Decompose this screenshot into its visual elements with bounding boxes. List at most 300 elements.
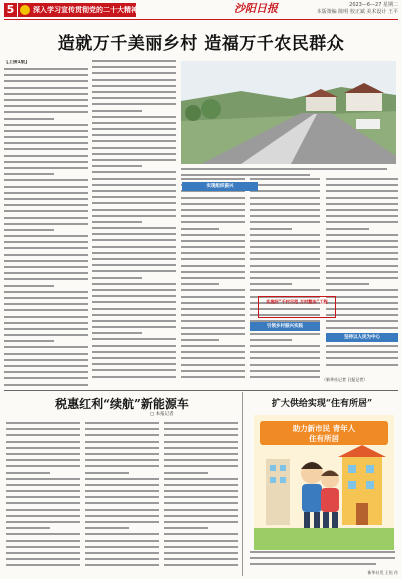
section-subhead: 坚持以人民为中心 [326,333,398,342]
article-column-3 [181,178,245,386]
text-line [4,334,88,336]
text-line [250,351,320,353]
text-line [181,339,219,341]
text-line [85,540,159,542]
text-line [164,558,238,560]
text-line [85,453,159,455]
text-line [92,171,176,173]
text-line [92,357,176,359]
text-line [326,178,398,180]
text-line [4,340,54,342]
column-text [92,60,176,382]
text-line [250,178,320,180]
text-line [164,441,238,443]
text-line [92,190,176,192]
text-line [4,359,88,361]
text-line [4,322,88,324]
article-column-5 [326,178,398,374]
text-line [6,540,80,542]
text-line [4,80,88,82]
text-line [250,234,320,236]
text-line [250,289,320,291]
text-line [92,258,176,260]
text-line [92,233,176,235]
text-line [164,502,238,504]
text-line [326,209,398,211]
tax-article-column-1 [6,422,80,576]
text-line [250,197,320,199]
text-line [85,509,159,511]
text-line [4,260,88,262]
text-line [6,422,80,424]
text-line [6,428,80,430]
text-line [326,308,398,310]
text-line [250,357,320,359]
column-text [164,422,238,571]
text-line [85,459,159,461]
text-line [164,453,238,455]
text-line [4,155,88,157]
text-line [92,221,142,223]
text-line [92,252,176,254]
text-line [181,203,245,205]
text-line [85,472,129,474]
cartoon-slogan-line-1: 助力新市民 青年人 [292,424,356,433]
dateline [317,2,398,16]
text-line [6,502,80,504]
text-line [326,265,398,267]
text-line [4,217,88,219]
text-line [250,209,320,211]
text-line [92,345,176,347]
article-byline: （新华社记者 日报记者） [322,377,368,382]
text-line [164,422,238,424]
text-line [250,252,320,254]
text-line [326,252,398,254]
text-line [4,136,88,138]
text-line [326,351,398,353]
text-line [181,209,245,211]
text-line [6,447,80,449]
column-text [4,68,88,386]
page-header [0,0,402,20]
text-line [4,278,88,280]
text-line [326,221,398,223]
text-line [250,190,320,192]
text-line [250,240,320,242]
text-line [326,357,398,359]
text-line [250,376,320,378]
text-line [4,87,88,89]
text-line [250,277,320,279]
text-line [6,552,80,554]
text-line [181,308,245,310]
text-line [181,351,245,353]
column-text [181,178,245,382]
text-line [92,289,176,291]
text-line [92,159,176,161]
text-line [92,338,176,340]
text-line [6,472,50,474]
text-line [92,116,176,118]
cartoon-caption [250,551,398,575]
text-line [326,197,398,199]
text-line [4,210,88,212]
text-line [326,302,398,304]
text-line [4,111,88,113]
text-line [85,428,159,430]
text-line [250,246,320,248]
text-line [4,124,88,126]
text-line [326,240,398,242]
text-line [326,271,398,273]
text-line [4,266,88,268]
text-line [6,478,80,480]
text-line [92,209,176,211]
text-line [250,364,320,366]
text-line [6,546,80,548]
text-line [164,447,238,449]
text-line [92,165,142,167]
text-line [4,105,88,107]
text-line [92,196,176,198]
text-line [4,167,88,169]
text-line [92,376,176,378]
text-line [4,303,88,305]
text-line [4,309,88,311]
text-line [326,277,398,279]
text-line [92,153,176,155]
text-line [164,515,238,517]
text-line [92,72,176,74]
text-line [85,558,159,560]
tax-article-author: □ 本报记者 [150,412,174,417]
text-line [4,235,88,237]
cartoon-credit: 新华社发 王恒 作 [367,569,398,575]
text-line [85,521,159,523]
text-line [4,223,88,225]
text-line [4,179,88,181]
text-line [181,221,245,223]
text-line [92,283,176,285]
text-line [326,296,398,298]
text-line [4,377,88,379]
text-line [92,110,142,112]
text-line [164,434,238,436]
text-line [164,546,238,548]
text-line [6,527,50,529]
text-line [4,161,88,163]
text-line [326,320,398,322]
text-line [85,515,159,517]
text-line [181,296,245,298]
tax-article-title: 税惠红利“续航”新能源车 [55,397,189,411]
section-banner-text: 深入学习宣传贯彻党的二十大精神 [33,6,138,14]
page-number: 5 [4,3,17,17]
text-line [4,186,88,188]
text-line [92,246,176,248]
text-line [164,496,238,498]
text-line [85,465,159,467]
text-line [181,333,245,335]
text-line [4,229,54,231]
text-line [4,173,54,175]
text-line [4,297,88,299]
section-divider [4,390,398,391]
text-line [164,533,238,535]
text-line [4,254,88,256]
article-column-4 [250,178,320,386]
text-line [92,202,176,204]
text-line [250,283,292,285]
text-line [181,302,245,304]
section-banner [18,3,136,17]
text-line [6,558,80,560]
text-line [164,521,238,523]
text-line [85,552,159,554]
text-line [164,459,238,461]
text-line [326,184,398,186]
text-line [6,484,80,486]
text-line [250,370,320,372]
text-line [250,203,320,205]
text-line [250,271,320,273]
text-line [92,128,176,130]
text-line [164,564,238,566]
text-line [181,197,245,199]
text-line [4,346,88,348]
text-line [92,239,176,241]
text-line [4,272,88,274]
text-line [181,345,245,347]
text-line [92,308,176,310]
text-line [92,103,176,105]
tax-article-column-3 [164,422,238,576]
text-line [164,527,208,529]
section-subhead: 实现组织振兴 [182,182,258,191]
text-line [4,99,88,101]
text-line [4,118,54,120]
text-line [181,357,245,359]
text-line [326,345,398,347]
text-line [4,204,88,206]
text-line [85,533,159,535]
main-headline: 造就万千美丽乡村 造福万千农民群众 [57,34,345,54]
column-text [250,178,320,382]
text-line [326,228,369,230]
column-divider [242,392,243,576]
text-line [4,285,54,287]
pull-quote-box: 实施好“千村示范 万村整治”工程 [258,296,336,318]
text-line [85,441,159,443]
text-line [92,326,176,328]
text-line [181,215,245,217]
text-line [92,369,176,371]
text-line [6,564,80,566]
column-text [85,422,159,571]
tax-article-column-2 [85,422,159,576]
text-line [250,228,292,230]
text-line [250,258,320,260]
text-line [181,320,245,322]
text-line [181,277,245,279]
text-line [4,365,88,367]
text-line [4,148,88,150]
text-line [4,130,88,132]
text-line [4,198,88,200]
text-line [181,252,245,254]
text-line [4,371,88,373]
text-line [326,246,398,248]
text-line [326,215,398,217]
text-line [250,345,320,347]
party-emblem-icon [20,5,30,15]
text-line [92,277,142,279]
text-line [85,478,159,480]
text-line [164,540,238,542]
article-column-2 [92,60,176,386]
text-line [92,295,176,297]
text-line [250,265,320,267]
text-line [92,97,176,99]
photo-caption [181,166,396,174]
text-line [6,509,80,511]
cartoon-slogan-line-2: 住有所居 [309,434,339,443]
text-line [4,291,88,293]
issue-date: 2023—6—27 星期二 [349,2,398,8]
text-line [6,453,80,455]
text-line [181,289,245,291]
text-line [326,203,398,205]
text-line [85,502,159,504]
text-line [4,316,88,318]
text-line [92,270,176,272]
text-line [92,60,176,62]
text-line [4,353,88,355]
article-column-1 [4,60,88,386]
text-line [181,370,245,372]
text-line [92,134,176,136]
newspaper-masthead: 沙阳日报 [234,2,278,15]
text-line [181,228,219,230]
text-line [250,184,320,186]
text-line [181,314,245,316]
text-line [6,515,80,517]
text-line [164,509,238,511]
text-line [92,314,176,316]
text-line [92,122,176,124]
text-line [92,363,176,365]
text-line [181,364,245,366]
text-line [85,484,159,486]
text-line [92,85,176,87]
text-line [326,364,398,366]
text-line [181,271,245,273]
housing-cartoon [254,415,394,550]
text-line [6,490,80,492]
article-lead: 【上接1版】 [4,60,30,65]
text-line [4,192,88,194]
text-line [92,178,176,180]
text-line [92,215,176,217]
text-line [164,552,238,554]
text-line [85,490,159,492]
text-line [326,234,398,236]
text-line [164,478,238,480]
text-line [92,66,176,68]
text-line [181,234,245,236]
housing-article-title: 扩大供给实现“住有所居” [271,399,373,409]
header-rule [4,19,398,20]
text-line [250,333,320,335]
text-line [164,484,238,486]
text-line [92,320,176,322]
text-line [181,178,245,180]
text-line [326,327,398,329]
text-line [326,190,398,192]
text-line [164,472,208,474]
text-line [85,496,159,498]
text-line [92,184,176,186]
text-line [250,221,320,223]
text-line [181,283,219,285]
column-text [6,422,80,571]
text-line [181,240,245,242]
text-line [4,328,88,330]
text-line [6,434,80,436]
text-line [250,215,320,217]
text-line [326,258,398,260]
text-line [85,447,159,449]
text-line [4,142,88,144]
text-line [6,496,80,498]
text-line [164,428,238,430]
text-line [85,527,129,529]
village-road-photo [181,61,396,164]
text-line [92,91,176,93]
editor-credits: 本版策编 陈明 校正斌 美术设计 王平 [316,9,398,15]
text-line [92,79,176,81]
text-line [181,258,245,260]
text-line [92,147,176,149]
text-line [85,434,159,436]
text-line [85,422,159,424]
text-line [326,289,398,291]
text-line [85,564,159,566]
text-line [181,327,245,329]
text-line [6,521,80,523]
text-line [4,247,88,249]
text-line [181,376,245,378]
text-line [6,459,80,461]
text-line [326,314,398,316]
text-line [181,265,245,267]
text-line [164,465,238,467]
text-line [92,301,176,303]
text-line [4,384,88,386]
text-line [250,339,292,341]
text-line [92,332,142,334]
text-line [92,227,176,229]
text-line [326,283,369,285]
text-line [4,241,88,243]
text-line [92,140,176,142]
text-line [92,351,176,353]
text-line [181,246,245,248]
text-line [4,93,88,95]
text-line [164,490,238,492]
text-line [92,264,176,266]
